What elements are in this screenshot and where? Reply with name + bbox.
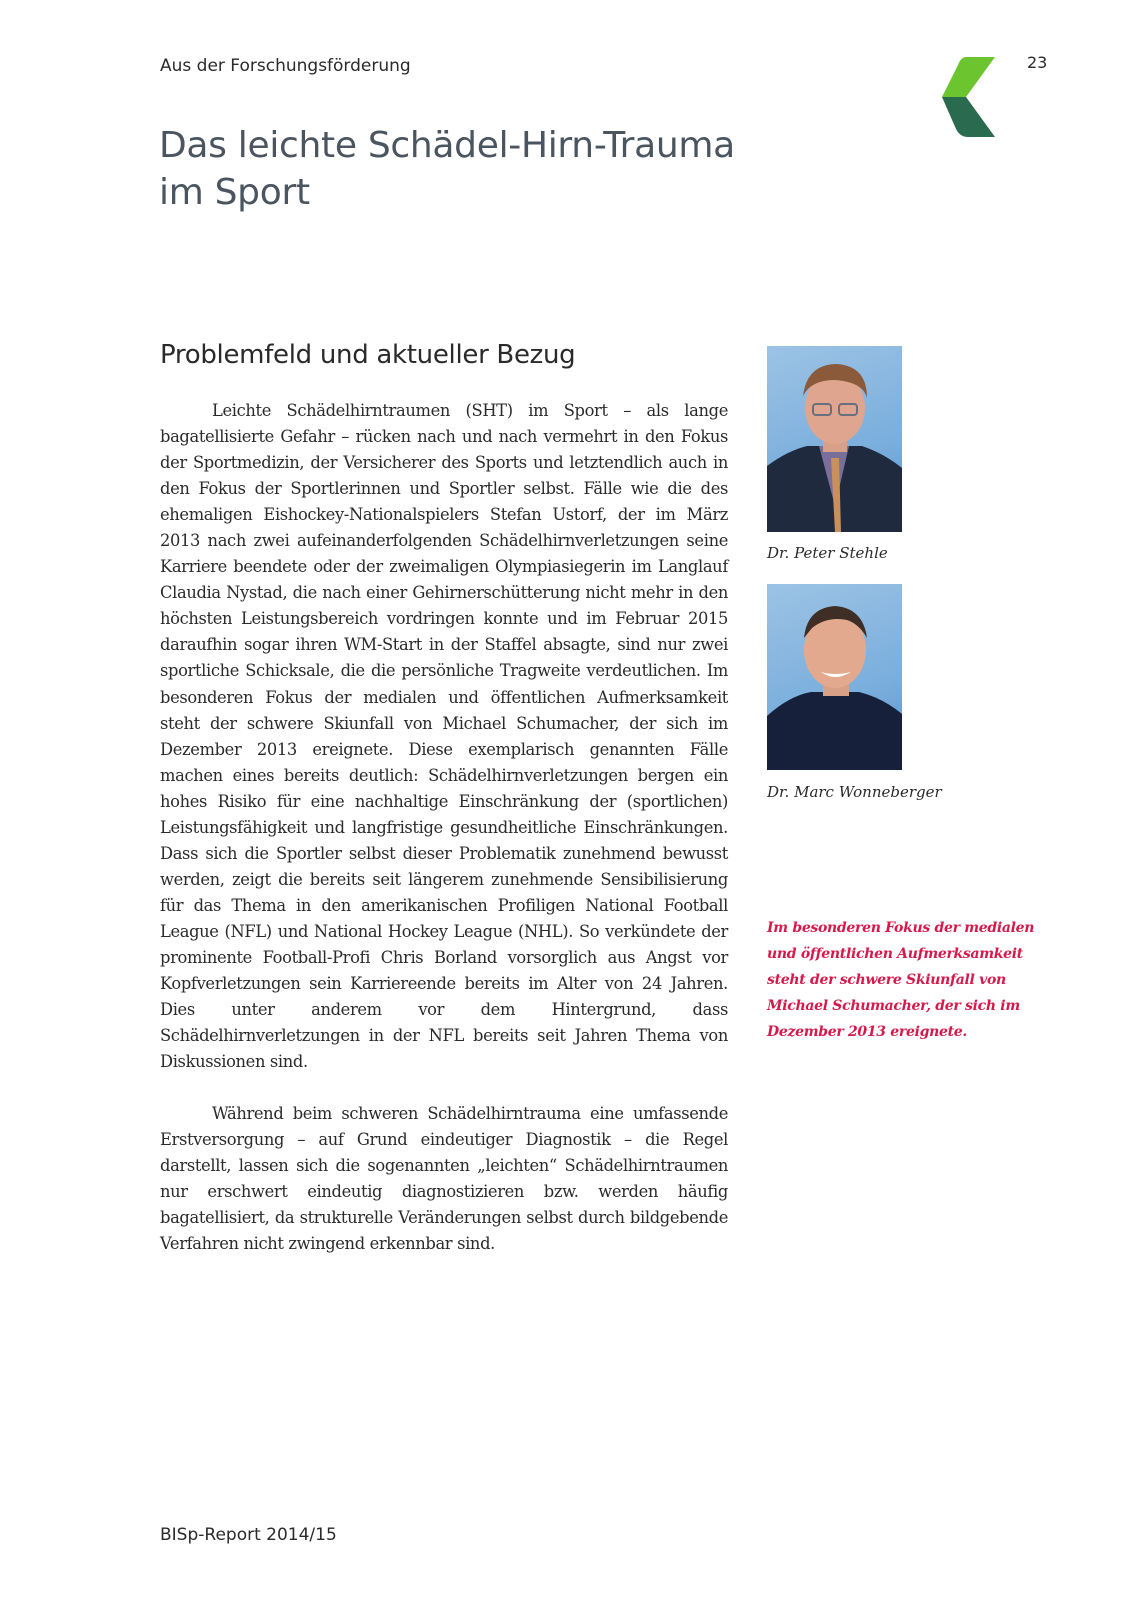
- pullquote: [767, 915, 1047, 1045]
- chevron-left-logo-icon: [940, 55, 996, 139]
- body-paragraph: Während beim schweren Schädelhirntrauma eine umfassende Erstversorgung – auf Grund eindeutiger Diagnostik – die Regel darstellt, lassen sich die sogenannten „leichten“ Schädelhirntraumen nur erschwert eindeutig diagnostizieren bzw. werden häufig bagatellisiert, da strukturelle Veränderungen selbst durch bildgebende Verfahren nicht zwingend erkennbar sind.: [160, 1104, 728, 1254]
- author-caption: Dr. Peter Stehle: [767, 544, 888, 562]
- section-subheading: Problemfeld und aktueller Bezug: [160, 340, 576, 370]
- pullquote-line: und öffentlichen Aufmerksamkeit: [767, 946, 1023, 962]
- pullquote-line: Dezember 2013 ereignete.: [767, 1024, 967, 1040]
- pullquote-line: Michael Schumacher, der sich im: [767, 998, 1020, 1014]
- pullquote-line: steht der schwere Skiunfall von: [767, 972, 1006, 988]
- title-line-1: Das leichte Schädel-Hirn-Trauma: [159, 125, 735, 166]
- article-body: [160, 398, 728, 1258]
- author-caption: Dr. Marc Wonneberger: [767, 783, 942, 801]
- title-line-2: im Sport: [159, 172, 310, 213]
- section-label: Aus der Forschungsförderung: [160, 56, 411, 76]
- body-paragraph: Leichte Schädelhirntraumen (SHT) im Sport – als lange bagatellisierte Gefahr – rücken nach und nach vermehrt in den Fokus der Sportmedizin, der Versicherer des Sports und letztendlich auch in den Fokus der Sportlerinnen und Sportler selbst. Fälle wie die des ehemaligen Eishockey-Nationalspielers Stefan Ustorf, der im März 2013 nach zwei aufeinanderfolgenden Schädelhirnverletzungen seine Karriere beendete oder der zweimaligen Olympiasiegerin im Langlauf Claudia Nystad, die nach einer Gehirnerschütterung nicht mehr in den höchsten Leistungsbereich vordringen konnte und im Februar 2015 daraufhin sogar ihren WM-Start in der Staffel absagte, sind nur zwei sportliche Schicksale, die die persönliche Tragweite verdeutlichen. Im besonderen Fokus der medialen und öffentlichen Aufmerksamkeit steht der schwere Skiunfall von Michael Schumacher, der sich im Dezember 2013 ereignete. Diese exemplarisch genannten Fälle machen eines bereits deutlich: Schädelhirnverletzungen bergen ein hohes Risiko für eine nachhaltige Einschränkung der (sportlichen) Leistungsfähigkeit und langfristige gesundheitliche Einschränkungen. Dass sich die Sportler selbst dieser Problematik zunehmend bewusst werden, zeigt die bereits seit längerem zunehmende Sensibilisierung für das Thema in den amerikanischen Profiligen National Football League (NFL) und National Hockey League (NHL). So verkündete der prominente Football-Profi Chris Borland vorsorglich aus Angst vor Kopfverletzungen sein Karriereende bereits im Alter von 24 Jahren. Dies unter anderem vor dem Hintergrund, dass Schädelhirnverletzungen in der NFL bereits seit Jahren Thema von Diskussionen sind.: [160, 401, 728, 1072]
- page-number: 23: [1027, 53, 1048, 72]
- author-portrait-icon: [767, 584, 902, 770]
- article-title: [159, 122, 759, 216]
- pullquote-line: Im besonderen Fokus der medialen: [767, 920, 1035, 936]
- footer-publication: BISp-Report 2014/15: [160, 1525, 337, 1545]
- author-portrait-icon: [767, 346, 902, 532]
